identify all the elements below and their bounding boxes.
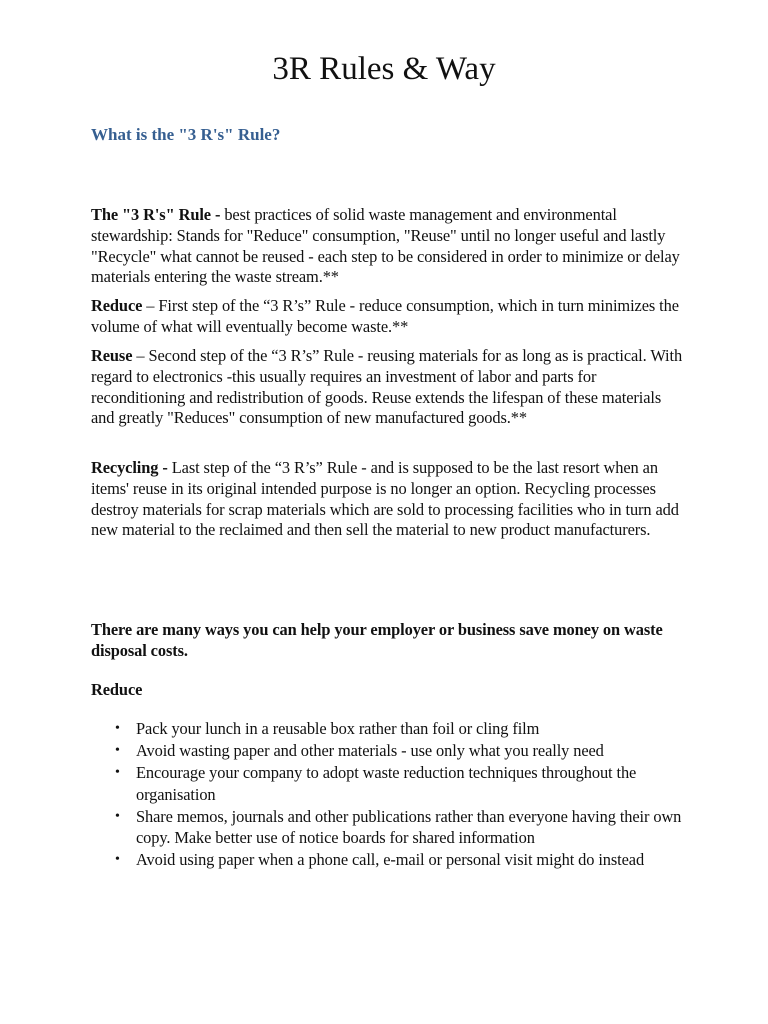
list-item-text: Avoid wasting paper and other materials - use only what you really need: [136, 741, 604, 760]
list-item: [91, 806, 691, 849]
list-item-text: Encourage your company to adopt waste reduction techniques throughout the organisation: [136, 763, 637, 804]
paragraph-text: best practices of solid waste management and environmental stewardship: Stands for "Reduce" consumption, "Reuse" until no longer useful and lastly "Recycle" what cannot be reused - each step to be considered in order to minimize or delay materials entering the waste stream.**: [91, 205, 680, 287]
paragraph-reuse: [91, 346, 686, 429]
paragraph-lead: The "3 R's" Rule -: [91, 205, 221, 224]
bullet-icon: •: [115, 808, 120, 824]
ways-statement: There are many ways you can help your employer or business save money on waste disposal costs.: [91, 620, 663, 660]
document-title: 3R Rules & Way: [272, 51, 496, 87]
paragraph-3rs-rule: [91, 205, 686, 288]
list-item-text: Share memos, journals and other publications rather than everyone having their own copy. Make better use of notice boards for shared information: [136, 806, 682, 847]
section-heading: What is the "3 R's" Rule?: [91, 125, 281, 144]
paragraph-text: – First step of the “3 R’s” Rule - reduce consumption, which in turn minimizes the volume of what will eventually become waste.**: [91, 296, 679, 336]
paragraph-text: – Second step of the “3 R’s” Rule - reusing materials for as long as is practical. With regard to electronics -this usually requires an investment of labor and parts for reconditioning and redistribution of goods. Reuse extends the lifespan of these materials and greatly "Reduces" consumption of new manufactured goods.**: [91, 346, 683, 428]
list-item: [91, 849, 691, 871]
paragraph-reduce: [91, 296, 686, 338]
paragraph-lead: Reuse: [91, 346, 133, 365]
paragraph-lead: Recycling -: [91, 458, 168, 477]
bullet-icon: •: [115, 765, 120, 780]
list-item-text: Avoid using paper when a phone call, e-mail or personal visit might do instead: [136, 850, 645, 869]
list-item-text: Pack your lunch in a reusable box rather than foil or cling film: [136, 719, 540, 738]
reduce-bullet-list: [91, 718, 691, 871]
list-item: [91, 740, 691, 762]
paragraph-lead: Reduce: [91, 296, 143, 315]
reduce-subheading: Reduce: [91, 680, 143, 699]
list-item: [91, 718, 691, 740]
bullet-icon: •: [115, 743, 120, 758]
paragraph-text: Last step of the “3 R’s” Rule - and is supposed to be the last resort when an items' reuse in its original intended purpose is no longer an option. Recycling processes destroy materials for scrap materials which are sold to processing facilities who in turn add new material to the reclaimed and then sell the material to new product manufacturers.: [91, 458, 679, 540]
paragraph-recycling: [91, 458, 686, 541]
bullet-icon: •: [115, 852, 120, 867]
bullet-icon: •: [115, 721, 120, 736]
list-item: [91, 762, 691, 805]
